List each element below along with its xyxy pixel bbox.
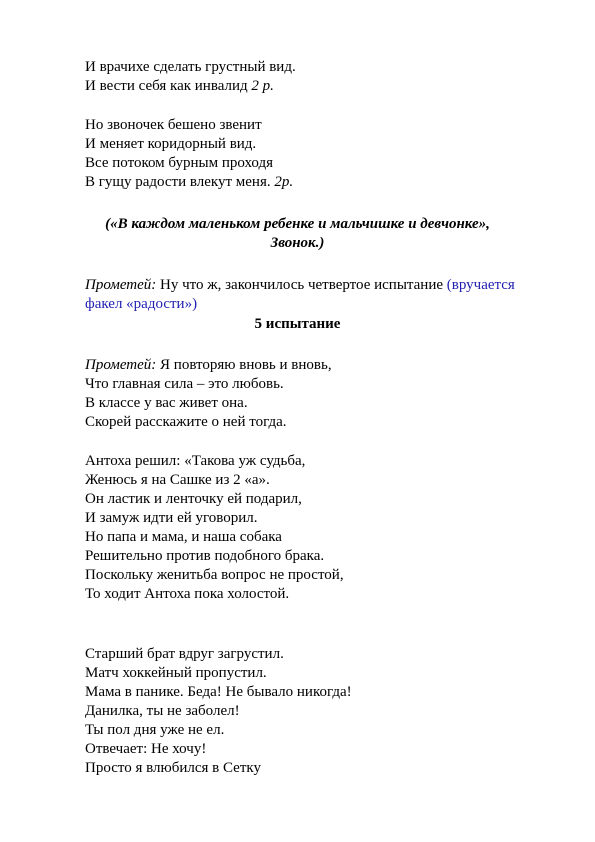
antokha-line4: И замуж идти ей уговорил. [85,510,258,526]
antokha-line6: Решительно против подобного брака. [85,548,325,564]
prometheus1-stage-direction-a: (вручается [446,277,515,293]
stanza1-line2 [85,77,274,96]
stanza2-line4-text: В гущу радости влекут меня. [85,174,275,190]
antokha-line7: Поскольку женитьба вопрос не простой, [85,567,344,583]
prometheus1-text: Ну что ж, закончилось четвертое испытание [156,277,447,293]
antokha-line2: Женюсь я на Сашке из 2 «а». [85,472,270,488]
antokha-line1: Антоха решил: «Такова уж судьба, [85,453,306,469]
section-title: 5 испытание [254,316,341,332]
prometheus2-line3: В классе у вас живет она. [85,395,248,411]
brother-line1: Старший брат вдруг загрустил. [85,646,284,662]
brother-line5: Ты пол дня уже не ел. [85,722,225,738]
stanza2-line1: Но звоночек бешено звенит [85,117,262,133]
stanza1-line1: И врачихе сделать грустный вид. [85,59,296,75]
brother-line6: Отвечает: Не хочу! [85,741,207,757]
brother-line7: Просто я влюбился в Сетку [85,760,261,776]
prometheus1-line1 [85,276,515,295]
prometheus2-line1-text: Я повторяю вновь и вновь, [156,357,332,373]
song-note-line2: Звонок.) [270,235,325,251]
stanza2-line4 [85,173,293,192]
prometheus2-line4: Скорей расскажите о ней тогда. [85,414,287,430]
prometheus2-speaker: Прометей: [85,357,157,373]
brother-line4: Данилка, ты не заболел! [85,703,240,719]
prometheus1-speaker: Прометей: [85,277,157,293]
stanza2-line2: И меняет коридорный вид. [85,136,257,152]
song-note-line1: («В каждом маленьком ребенке и мальчишке и девчонке», [105,216,490,232]
brother-line2: Матч хоккейный пропустил. [85,665,267,681]
brother-line3: Мама в панике. Беда! Не бывало никогда! [85,684,352,700]
stanza1-line2-repeat: 2 р. [251,78,274,94]
prometheus2-line2: Что главная сила – это любовь. [85,376,284,392]
stanza2-line3: Все потоком бурным проходя [85,155,274,171]
stanza2-line4-repeat: 2р. [274,174,294,190]
prometheus1-stage-direction-b: факел «радости») [85,296,198,312]
antokha-line3: Он ластик и ленточку ей подарил, [85,491,302,507]
antokha-line5: Но папа и мама, и наша собака [85,529,282,545]
antokha-line8: То ходит Антоха пока холостой. [85,586,290,602]
prometheus2-line1 [85,356,332,375]
stanza1-line2-text: И вести себя как инвалид [85,78,252,94]
